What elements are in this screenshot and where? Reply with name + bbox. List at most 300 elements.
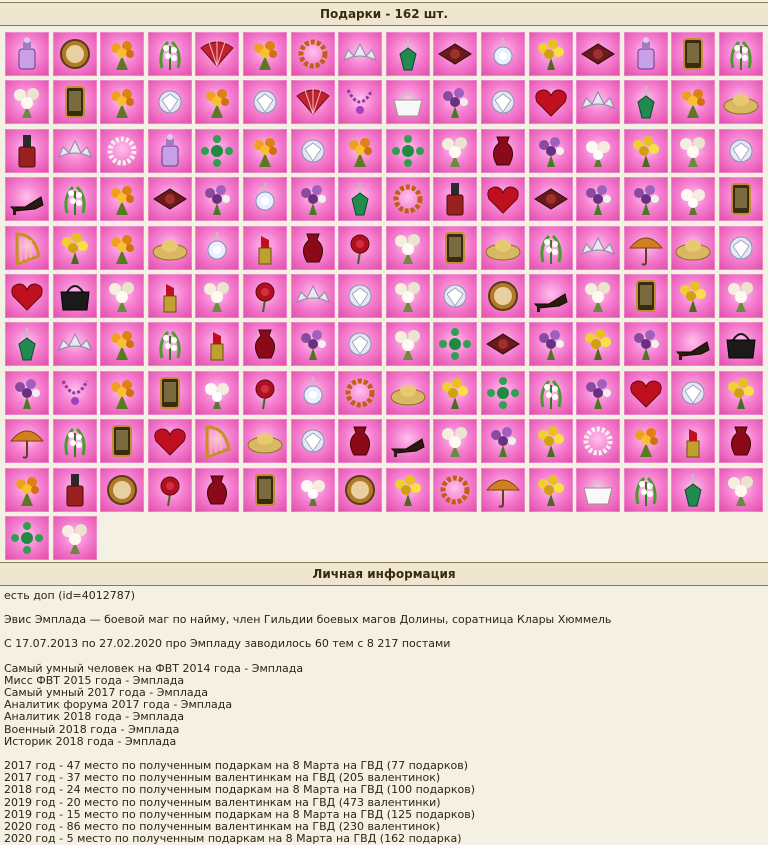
gift-mimosa-bouquet[interactable] (529, 32, 573, 76)
mimosa-bouquet-icon (671, 274, 715, 318)
diamond-icon (433, 274, 477, 318)
gift-violet-bouquet[interactable] (5, 371, 49, 415)
gift-white-roses[interactable] (576, 129, 620, 173)
gift-emerald-brooch[interactable] (433, 322, 477, 366)
gift-emerald-brooch[interactable] (481, 371, 525, 415)
chocolate-box-icon (148, 177, 192, 221)
gift-high-heel-shoes[interactable] (529, 274, 573, 318)
gift-violet-bouquet[interactable] (433, 80, 477, 124)
lily-bouquet-icon (100, 274, 144, 318)
gift-red-lipstick[interactable] (195, 322, 239, 366)
gift-pearl-bracelet[interactable] (576, 419, 620, 463)
tiara-icon (53, 129, 97, 173)
violet-bouquet-icon (5, 371, 49, 415)
white-handbag-icon (576, 468, 620, 512)
black-handbag-icon (719, 322, 763, 366)
lily-bouquet-icon (53, 516, 97, 560)
info-line-alt: есть доп (id=4012787) (4, 589, 136, 602)
gift-lily-bouquet[interactable] (386, 226, 430, 270)
gift-heart-chocolate-box[interactable] (148, 419, 192, 463)
gift-diamond-pendant[interactable] (243, 177, 287, 221)
fan-icon (195, 32, 239, 76)
flower-bouquet-icon (5, 468, 49, 512)
gift-umbrella[interactable] (5, 419, 49, 463)
gift-diamond-pendant[interactable] (291, 371, 335, 415)
red-lipstick-icon (243, 226, 287, 270)
diamond-pendant-icon (195, 226, 239, 270)
gift-tiara[interactable] (338, 32, 382, 76)
gift-violet-bouquet[interactable] (624, 322, 668, 366)
gift-fan[interactable] (291, 80, 335, 124)
gift-chocolate-box[interactable] (576, 32, 620, 76)
gift-lily-of-the-valley[interactable] (529, 371, 573, 415)
info-title: Личная информация (312, 567, 456, 581)
smartphone-icon (671, 32, 715, 76)
gift-red-vase[interactable] (338, 419, 382, 463)
gift-tiara[interactable] (53, 129, 97, 173)
smartphone-icon (433, 226, 477, 270)
gift-lily-bouquet[interactable] (386, 322, 430, 366)
gift-flower-bouquet[interactable] (243, 32, 287, 76)
gift-lily-of-the-valley[interactable] (624, 468, 668, 512)
gift-flower-bouquet[interactable] (624, 419, 668, 463)
gift-flower-bouquet[interactable] (100, 177, 144, 221)
gift-lily-of-the-valley[interactable] (53, 419, 97, 463)
gift-high-heel-shoes[interactable] (671, 322, 715, 366)
black-handbag-icon (53, 274, 97, 318)
gift-flower-bouquet[interactable] (100, 371, 144, 415)
gift-lily-bouquet[interactable] (719, 468, 763, 512)
gift-tiara[interactable] (53, 322, 97, 366)
gift-umbrella[interactable] (624, 226, 668, 270)
smartphone-icon (624, 274, 668, 318)
bead-bracelet-icon (338, 371, 382, 415)
gift-lily-bouquet[interactable] (386, 274, 430, 318)
lily-bouquet-icon (195, 274, 239, 318)
mimosa-bouquet-icon (719, 371, 763, 415)
mimosa-bouquet-icon (624, 129, 668, 173)
gift-diamond[interactable] (481, 80, 525, 124)
gift-lily-of-the-valley[interactable] (529, 226, 573, 270)
lily-of-the-valley-icon (719, 32, 763, 76)
gift-straw-hat[interactable] (148, 226, 192, 270)
red-rose-icon (148, 468, 192, 512)
heart-chocolate-box-icon (481, 177, 525, 221)
rank-line: 2017 год - 37 место по полученным валентинкам на ГВД (205 валентинок) (4, 771, 441, 785)
gift-heart-chocolate-box[interactable] (529, 80, 573, 124)
gift-perfume-bottle[interactable] (148, 129, 192, 173)
umbrella-icon (481, 468, 525, 512)
fan-icon (291, 80, 335, 124)
gift-diamond[interactable] (719, 129, 763, 173)
gift-diamond-pendant[interactable] (481, 32, 525, 76)
gift-high-heel-shoes[interactable] (5, 177, 49, 221)
gift-straw-hat[interactable] (671, 226, 715, 270)
gift-smartphone[interactable] (148, 371, 192, 415)
lily-of-the-valley-icon (529, 226, 573, 270)
gift-red-vase[interactable] (719, 419, 763, 463)
gift-tiara[interactable] (576, 80, 620, 124)
emerald-pendant-icon (671, 468, 715, 512)
violet-bouquet-icon (433, 80, 477, 124)
bead-bracelet-icon (291, 32, 335, 76)
emerald-pendant-icon (386, 32, 430, 76)
gift-diamond[interactable] (338, 274, 382, 318)
gift-emerald-pendant[interactable] (5, 322, 49, 366)
violet-bouquet-icon (291, 177, 335, 221)
flower-bouquet-icon (195, 80, 239, 124)
gift-flower-bouquet[interactable] (195, 80, 239, 124)
emerald-brooch-icon (433, 322, 477, 366)
info-line-bio: Эвис Эмплада — боевой маг по найму, член Гильдии боевых магов Долины, соратница Клары Хюммель (4, 613, 612, 627)
lily-bouquet-icon (386, 274, 430, 318)
gift-smartphone[interactable] (433, 226, 477, 270)
heart-chocolate-box-icon (529, 80, 573, 124)
gift-smartphone[interactable] (624, 274, 668, 318)
gift-red-lipstick[interactable] (148, 274, 192, 318)
gift-tiara[interactable] (576, 226, 620, 270)
chocolate-box-icon (433, 32, 477, 76)
smartphone-icon (100, 419, 144, 463)
gift-mimosa-bouquet[interactable] (53, 226, 97, 270)
gift-chocolate-box[interactable] (481, 322, 525, 366)
red-lipstick-icon (195, 322, 239, 366)
gift-violet-bouquet[interactable] (291, 177, 335, 221)
gift-bead-bracelet[interactable] (386, 177, 430, 221)
gift-violet-bouquet[interactable] (481, 419, 525, 463)
violet-bouquet-icon (291, 322, 335, 366)
gift-heart-chocolate-box[interactable] (624, 371, 668, 415)
gift-flower-bouquet[interactable] (338, 129, 382, 173)
gift-mimosa-bouquet[interactable] (576, 322, 620, 366)
gift-mimosa-bouquet[interactable] (433, 371, 477, 415)
flower-bouquet-icon (100, 322, 144, 366)
gift-red-vase[interactable] (291, 226, 335, 270)
gift-fan[interactable] (195, 32, 239, 76)
gift-chocolate-box[interactable] (529, 177, 573, 221)
gift-red-lipstick[interactable] (243, 226, 287, 270)
golden-harp-icon (195, 419, 239, 463)
gift-perfume-bottle[interactable] (624, 32, 668, 76)
diamond-icon (291, 129, 335, 173)
diamond-icon (719, 226, 763, 270)
gift-golden-harp[interactable] (195, 419, 239, 463)
gift-white-roses[interactable] (195, 371, 239, 415)
straw-hat-icon (671, 226, 715, 270)
gift-lily-bouquet[interactable] (53, 516, 97, 560)
gift-violet-bouquet[interactable] (195, 177, 239, 221)
emerald-brooch-icon (195, 129, 239, 173)
amethyst-necklace-icon (338, 80, 382, 124)
gift-mimosa-bouquet[interactable] (719, 371, 763, 415)
straw-hat-icon (243, 419, 287, 463)
gift-flower-bouquet[interactable] (5, 468, 49, 512)
gift-lily-bouquet[interactable] (433, 129, 477, 173)
gift-lily-bouquet[interactable] (195, 274, 239, 318)
lily-bouquet-icon (433, 129, 477, 173)
lily-of-the-valley-icon (53, 177, 97, 221)
gift-diamond[interactable] (719, 226, 763, 270)
gift-mimosa-bouquet[interactable] (386, 468, 430, 512)
mimosa-bouquet-icon (576, 322, 620, 366)
red-vase-icon (291, 226, 335, 270)
perfume-bottle-icon (5, 32, 49, 76)
nail-polish-icon (433, 177, 477, 221)
perfume-bottle-icon (624, 32, 668, 76)
white-roses-icon (576, 129, 620, 173)
mimosa-bouquet-icon (529, 468, 573, 512)
compact-mirror-icon (481, 274, 525, 318)
gift-white-roses[interactable] (671, 177, 715, 221)
gift-flower-bouquet[interactable] (243, 129, 287, 173)
gift-white-handbag[interactable] (386, 80, 430, 124)
gift-heart-chocolate-box[interactable] (5, 274, 49, 318)
gift-straw-hat[interactable] (481, 226, 525, 270)
gift-flower-bouquet[interactable] (671, 80, 715, 124)
mimosa-bouquet-icon (53, 226, 97, 270)
tiara-icon (338, 32, 382, 76)
gift-flower-bouquet[interactable] (100, 80, 144, 124)
gift-violet-bouquet[interactable] (576, 371, 620, 415)
gift-red-rose[interactable] (338, 226, 382, 270)
chocolate-box-icon (529, 177, 573, 221)
red-vase-icon (719, 419, 763, 463)
lily-of-the-valley-icon (148, 32, 192, 76)
gift-violet-bouquet[interactable] (529, 322, 573, 366)
gift-red-vase[interactable] (243, 322, 287, 366)
rank-line: 2020 год - 86 место по полученным валентинкам на ГВД (230 валентинок) (4, 820, 441, 834)
diamond-icon (243, 80, 287, 124)
gift-lily-of-the-valley[interactable] (148, 322, 192, 366)
gift-bead-bracelet[interactable] (338, 371, 382, 415)
bead-bracelet-icon (386, 177, 430, 221)
gift-tiara[interactable] (291, 274, 335, 318)
red-rose-icon (338, 226, 382, 270)
gift-emerald-pendant[interactable] (386, 32, 430, 76)
diamond-icon (719, 129, 763, 173)
gift-lily-of-the-valley[interactable] (719, 32, 763, 76)
violet-bouquet-icon (576, 371, 620, 415)
flower-bouquet-icon (100, 371, 144, 415)
gift-diamond[interactable] (671, 371, 715, 415)
pearl-bracelet-icon (576, 419, 620, 463)
red-vase-icon (243, 322, 287, 366)
gift-umbrella[interactable] (481, 468, 525, 512)
white-roses-icon (671, 177, 715, 221)
gift-nail-polish[interactable] (433, 177, 477, 221)
gift-flower-bouquet[interactable] (100, 322, 144, 366)
emerald-pendant-icon (338, 177, 382, 221)
gift-compact-mirror[interactable] (53, 32, 97, 76)
gift-smartphone[interactable] (53, 80, 97, 124)
gift-diamond-pendant[interactable] (195, 226, 239, 270)
pearl-bracelet-icon (100, 129, 144, 173)
gift-lily-bouquet[interactable] (671, 129, 715, 173)
bead-bracelet-icon (433, 468, 477, 512)
straw-hat-icon (719, 80, 763, 124)
lily-bouquet-icon (5, 80, 49, 124)
gift-mimosa-bouquet[interactable] (624, 129, 668, 173)
gift-chocolate-box[interactable] (433, 32, 477, 76)
gift-smartphone[interactable] (243, 468, 287, 512)
gift-red-lipstick[interactable] (671, 419, 715, 463)
gift-lily-of-the-valley[interactable] (53, 177, 97, 221)
red-rose-icon (243, 274, 287, 318)
rank-line: 2018 год - 24 место по полученным подаркам на 8 Марта на ГВД (100 подарков) (4, 783, 475, 797)
gift-straw-hat[interactable] (719, 80, 763, 124)
red-vase-icon (338, 419, 382, 463)
gift-emerald-pendant[interactable] (624, 80, 668, 124)
gift-lily-bouquet[interactable] (433, 419, 477, 463)
gift-lily-bouquet[interactable] (719, 274, 763, 318)
gift-heart-chocolate-box[interactable] (481, 177, 525, 221)
gift-perfume-bottle[interactable] (5, 32, 49, 76)
gift-amethyst-necklace[interactable] (53, 371, 97, 415)
gift-diamond[interactable] (291, 129, 335, 173)
gift-flower-bouquet[interactable] (100, 32, 144, 76)
lily-of-the-valley-icon (624, 468, 668, 512)
gift-red-vase[interactable] (481, 129, 525, 173)
lily-bouquet-icon (671, 129, 715, 173)
compact-mirror-icon (100, 468, 144, 512)
tiara-icon (291, 274, 335, 318)
flower-bouquet-icon (243, 129, 287, 173)
umbrella-icon (5, 419, 49, 463)
gift-emerald-pendant[interactable] (338, 177, 382, 221)
heart-chocolate-box-icon (148, 419, 192, 463)
lily-of-the-valley-icon (529, 371, 573, 415)
flower-bouquet-icon (243, 32, 287, 76)
nail-polish-icon (53, 468, 97, 512)
rank-line: 2019 год - 15 место по полученным подаркам на 8 Марта на ГВД (125 подарков) (4, 807, 475, 821)
smartphone-icon (243, 468, 287, 512)
red-vase-icon (195, 468, 239, 512)
gift-emerald-brooch[interactable] (386, 129, 430, 173)
gift-diamond[interactable] (148, 80, 192, 124)
gift-compact-mirror[interactable] (338, 468, 382, 512)
title-line: Самый умный человек на ФВТ 2014 года - Эмплада (4, 661, 304, 675)
compact-mirror-icon (338, 468, 382, 512)
emerald-pendant-icon (5, 322, 49, 366)
gift-smartphone[interactable] (719, 177, 763, 221)
gift-flower-bouquet[interactable] (100, 226, 144, 270)
info-header (0, 562, 768, 586)
smartphone-icon (53, 80, 97, 124)
emerald-pendant-icon (624, 80, 668, 124)
gift-red-rose[interactable] (148, 468, 192, 512)
gift-lily-bouquet[interactable] (5, 80, 49, 124)
gift-chocolate-box[interactable] (148, 177, 192, 221)
high-heel-shoes-icon (5, 177, 49, 221)
gift-lily-of-the-valley[interactable] (148, 32, 192, 76)
diamond-icon (671, 371, 715, 415)
gift-violet-bouquet[interactable] (624, 177, 668, 221)
gift-mimosa-bouquet[interactable] (529, 419, 573, 463)
diamond-icon (481, 80, 525, 124)
diamond-pendant-icon (481, 32, 525, 76)
lily-bouquet-icon (576, 274, 620, 318)
gift-emerald-brooch[interactable] (195, 129, 239, 173)
diamond-icon (338, 322, 382, 366)
gifts-header (0, 2, 768, 26)
white-handbag-icon (386, 80, 430, 124)
gift-emerald-brooch[interactable] (5, 516, 49, 560)
emerald-brooch-icon (481, 371, 525, 415)
violet-bouquet-icon (624, 177, 668, 221)
gift-violet-bouquet[interactable] (576, 177, 620, 221)
rank-line: 2020 год - 5 место по полученным подаркам на 8 Марта на ГВД (162 подарка) (4, 832, 462, 845)
gift-diamond[interactable] (338, 322, 382, 366)
gift-nail-polish[interactable] (5, 129, 49, 173)
emerald-brooch-icon (386, 129, 430, 173)
amethyst-necklace-icon (53, 371, 97, 415)
gift-compact-mirror[interactable] (481, 274, 525, 318)
rank-line: 2019 год - 20 место по полученным валентинкам на ГВД (473 валентинки) (4, 795, 441, 809)
compact-mirror-icon (53, 32, 97, 76)
violet-bouquet-icon (529, 129, 573, 173)
gift-pearl-bracelet[interactable] (100, 129, 144, 173)
gift-straw-hat[interactable] (243, 419, 287, 463)
gift-bead-bracelet[interactable] (291, 32, 335, 76)
gift-grid (0, 26, 768, 556)
gift-black-handbag[interactable] (53, 274, 97, 318)
violet-bouquet-icon (576, 177, 620, 221)
gift-white-handbag[interactable] (576, 468, 620, 512)
golden-harp-icon (5, 226, 49, 270)
smartphone-icon (719, 177, 763, 221)
gift-red-rose[interactable] (243, 371, 287, 415)
mimosa-bouquet-icon (529, 419, 573, 463)
gift-high-heel-shoes[interactable] (386, 419, 430, 463)
gift-emerald-pendant[interactable] (671, 468, 715, 512)
gift-violet-bouquet[interactable] (291, 322, 335, 366)
gift-diamond[interactable] (291, 419, 335, 463)
gift-red-rose[interactable] (243, 274, 287, 318)
gifts-title: Подарки - 162 шт. (319, 7, 449, 21)
emerald-brooch-icon (5, 516, 49, 560)
gift-red-vase[interactable] (195, 468, 239, 512)
gift-golden-harp[interactable] (5, 226, 49, 270)
red-rose-icon (243, 371, 287, 415)
straw-hat-icon (386, 371, 430, 415)
gift-white-roses[interactable] (291, 468, 335, 512)
gift-smartphone[interactable] (100, 419, 144, 463)
gift-diamond[interactable] (433, 274, 477, 318)
gift-nail-polish[interactable] (53, 468, 97, 512)
gift-mimosa-bouquet[interactable] (529, 468, 573, 512)
gift-compact-mirror[interactable] (100, 468, 144, 512)
gift-black-handbag[interactable] (719, 322, 763, 366)
red-lipstick-icon (148, 274, 192, 318)
gift-diamond[interactable] (243, 80, 287, 124)
gift-lily-bouquet[interactable] (100, 274, 144, 318)
gift-mimosa-bouquet[interactable] (671, 274, 715, 318)
flower-bouquet-icon (100, 177, 144, 221)
gift-violet-bouquet[interactable] (529, 129, 573, 173)
heart-chocolate-box-icon (5, 274, 49, 318)
violet-bouquet-icon (481, 419, 525, 463)
mimosa-bouquet-icon (433, 371, 477, 415)
red-lipstick-icon (671, 419, 715, 463)
gift-lily-bouquet[interactable] (576, 274, 620, 318)
gift-straw-hat[interactable] (386, 371, 430, 415)
gift-smartphone[interactable] (671, 32, 715, 76)
violet-bouquet-icon (529, 322, 573, 366)
gift-amethyst-necklace[interactable] (338, 80, 382, 124)
straw-hat-icon (148, 226, 192, 270)
diamond-icon (291, 419, 335, 463)
gift-bead-bracelet[interactable] (433, 468, 477, 512)
